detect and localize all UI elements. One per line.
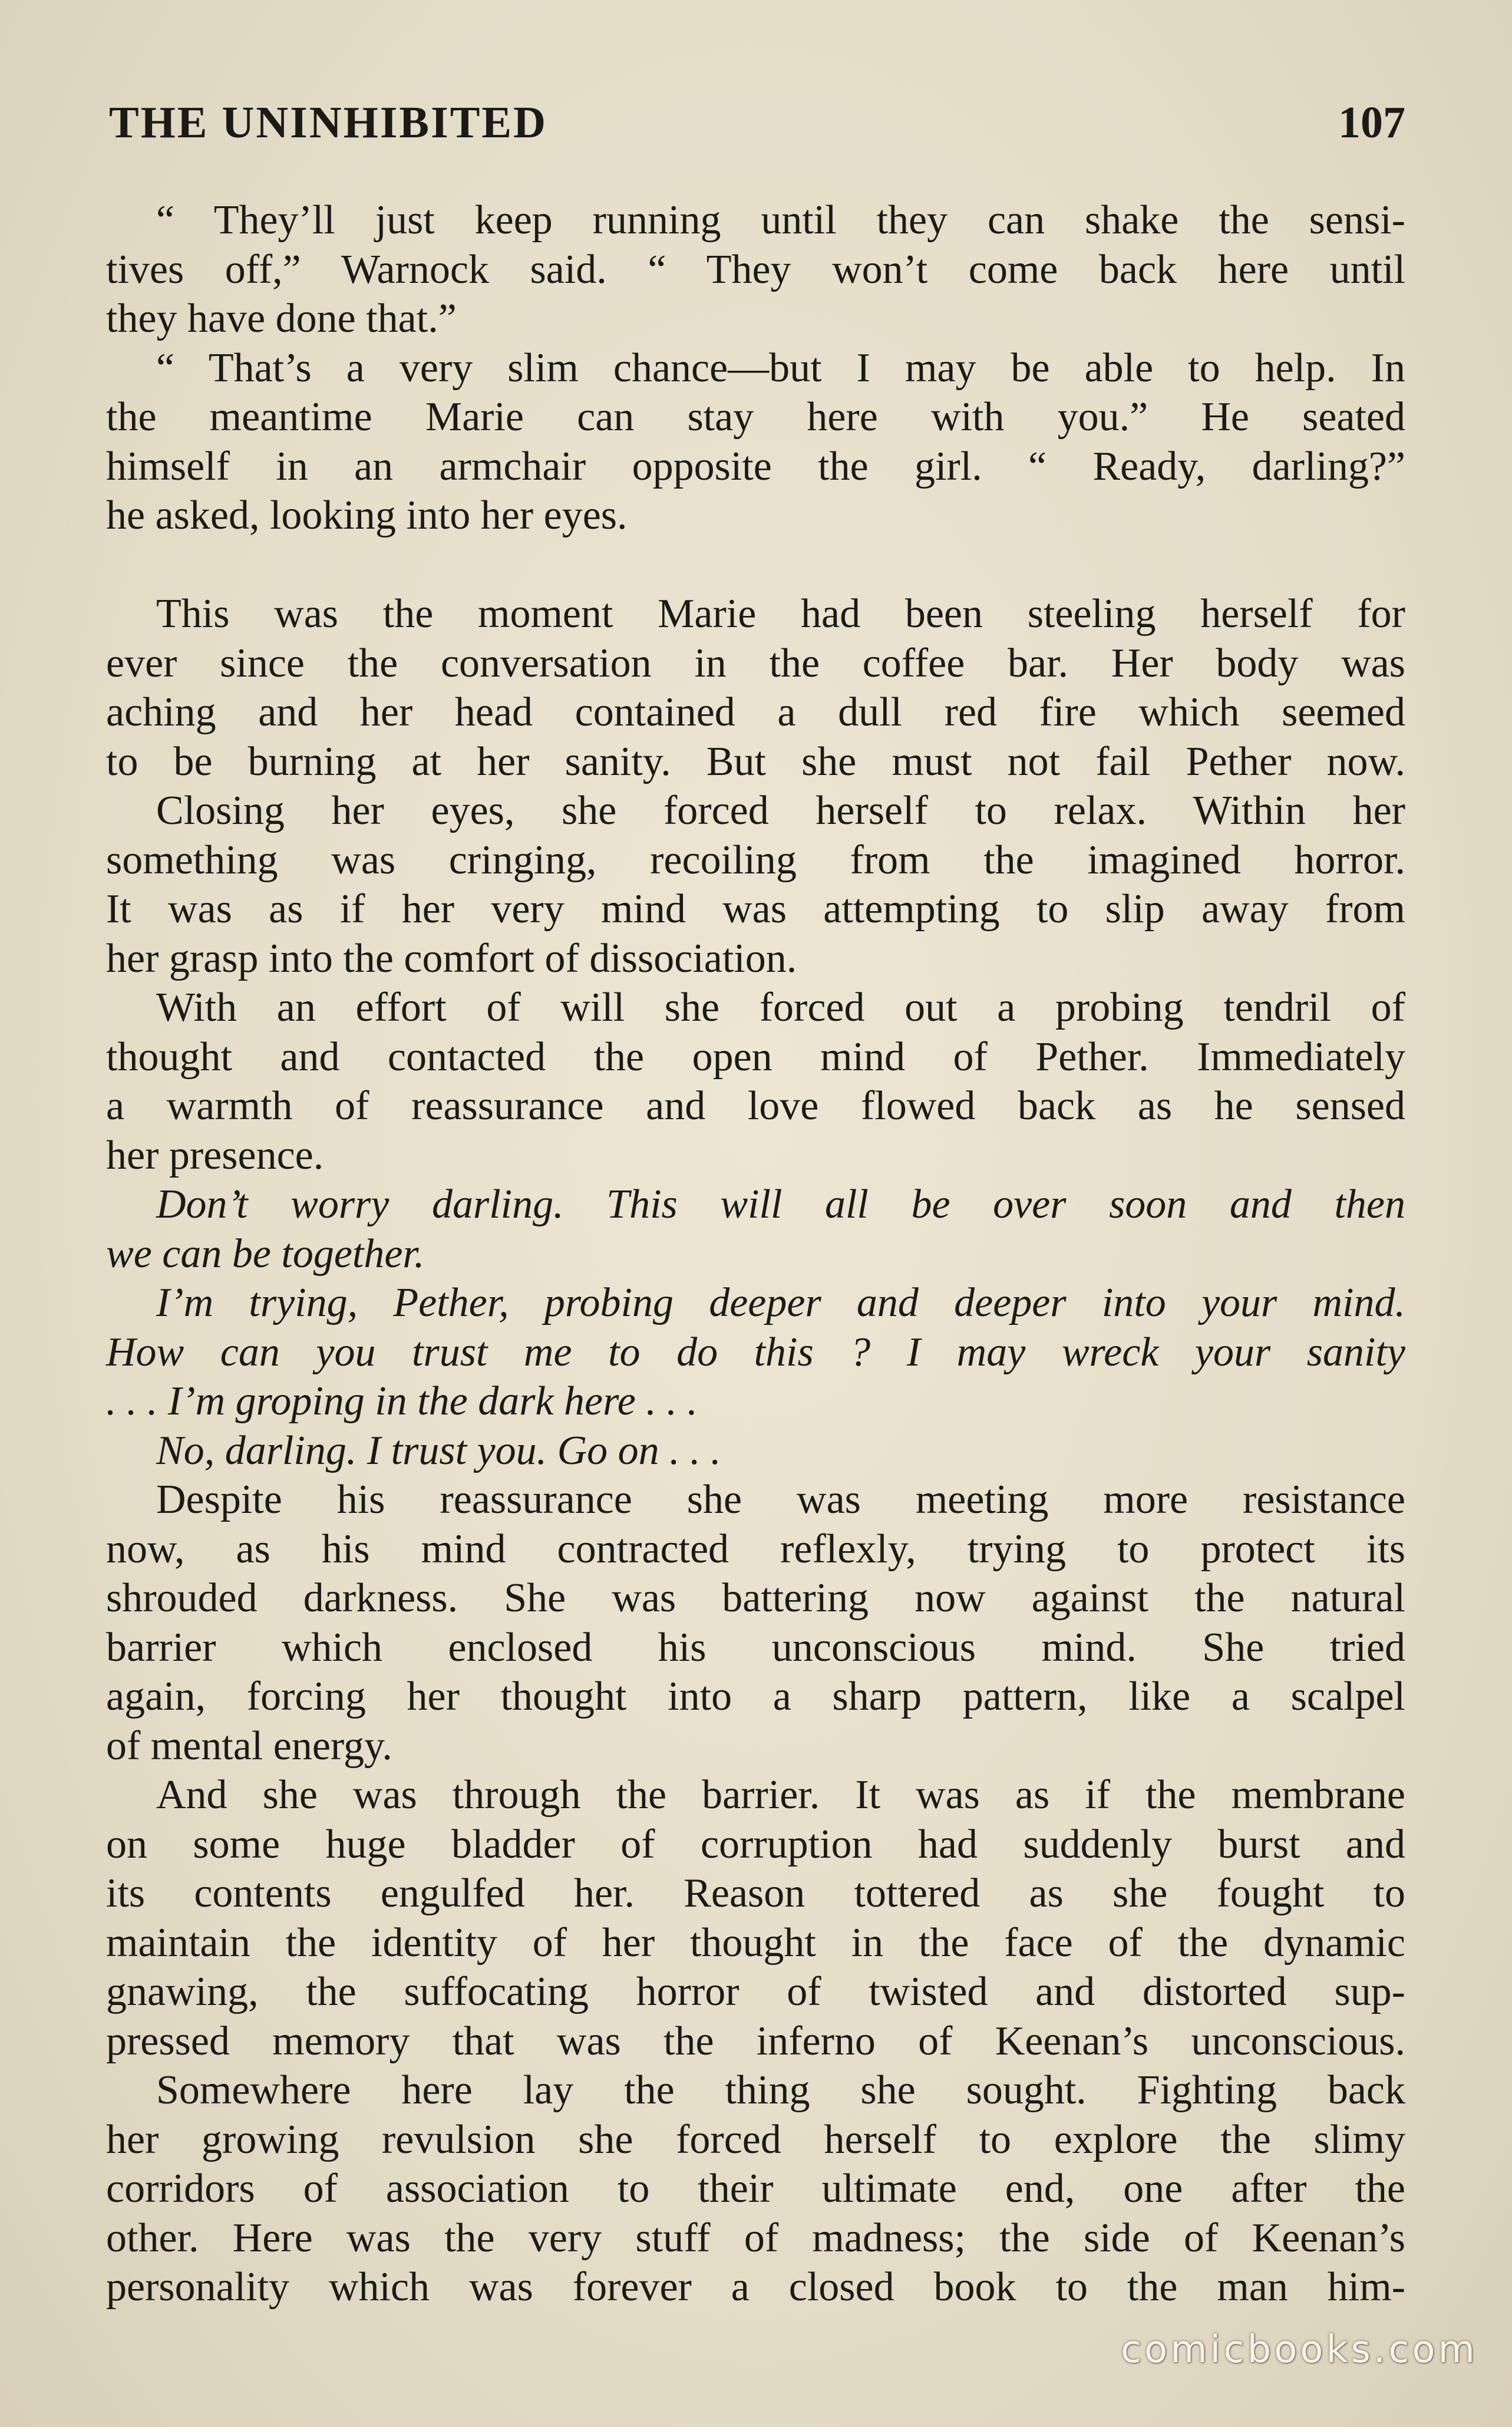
text-line: “ That’s a very slim chance—but I may be able to help. In [156, 345, 1405, 391]
text-line: the meantime Marie can stay here with you.” He seated [106, 394, 1405, 440]
text-line: gnawing, the suffocating horror of twisted and distorted sup- [106, 1969, 1405, 2014]
text-line: barrier which enclosed his unconscious mind. She tried [106, 1624, 1405, 1670]
text-line: No, darling. I trust you. Go on . . . [156, 1427, 721, 1473]
text-line: maintain the identity of her thought in the face of the dynamic [106, 1920, 1405, 1966]
text-line: ever since the conversation in the coffee bar. Her body was [106, 640, 1405, 686]
text-line: shrouded darkness. She was battering now against the natural [106, 1575, 1405, 1621]
text-line: This was the moment Marie had been steeling herself for [156, 591, 1405, 637]
text-line: Despite his reassurance she was meeting more resistance [156, 1477, 1405, 1522]
text-line: other. Here was the very stuff of madness; the side of Keenan’s [106, 2215, 1405, 2261]
text-line: tives off,” Warnock said. “ They won’t come back here until [106, 246, 1405, 292]
running-title: THE UNINHIBITED [109, 98, 547, 147]
body-text [106, 196, 1405, 2312]
text-line: on some huge bladder of corruption had suddenly burst and [106, 1821, 1405, 1867]
text-line: now, as his mind contracted reflexly, trying to protect its [106, 1526, 1405, 1572]
text-line: something was cringing, recoiling from the imagined horror. [106, 837, 1405, 883]
text-line: “ They’ll just keep running until they can shake the sensi- [156, 197, 1405, 243]
paragraph-gap [106, 540, 1405, 590]
text-line: aching and her head contained a dull red fire which seemed [106, 690, 1405, 735]
watermark: comicbooks.com [1120, 2328, 1478, 2372]
text-line: With an effort of will she forced out a probing tendril of [156, 985, 1405, 1030]
text-line: Somewhere here lay the thing she sought. Fighting back [156, 2067, 1405, 2113]
text-line: It was as if her very mind was attempting to slip away from [106, 886, 1405, 932]
text-line: her growing revulsion she forced herself to explore the slimy [106, 2116, 1405, 2162]
text-line: I’m trying, Pether, probing deeper and deeper into your mind. [156, 1280, 1405, 1325]
text-line: its contents engulfed her. Reason tottered as she fought to [106, 1871, 1405, 1916]
page-number: 107 [1338, 98, 1405, 147]
text-line: to be burning at her sanity. But she must not fail Pether now. [106, 738, 1405, 784]
text-line: her presence. [106, 1132, 324, 1178]
text-line: himself in an armchair opposite the girl. “ Ready, darling?” [106, 443, 1405, 489]
text-line: pressed memory that was the inferno of Keenan’s unconscious. [106, 2018, 1405, 2064]
text-line: a warmth of reassurance and love flowed back as he sensed [106, 1083, 1405, 1129]
text-line: thought and contacted the open mind of Pether. Immediately [106, 1034, 1405, 1080]
text-line: he asked, looking into her eyes. [106, 493, 628, 538]
text-line: . . . I’m groping in the dark here . . . [106, 1379, 698, 1424]
text-line: we can be together. [106, 1231, 425, 1277]
text-line: corridors of association to their ultimate end, one after the [106, 2166, 1405, 2211]
text-line: How can you trust me to do this ? I may wreck your sanity [106, 1329, 1405, 1375]
text-line: they have done that.” [106, 296, 457, 341]
text-line: And she was through the barrier. It was as if the membrane [156, 1772, 1405, 1818]
text-line: personality which was forever a closed book to the man him- [106, 2264, 1405, 2310]
running-head [109, 97, 1405, 162]
text-line: of mental energy. [106, 1723, 392, 1769]
text-line: Don’t worry darling. This will all be over soon and then [156, 1182, 1405, 1227]
text-line: Closing her eyes, she forced herself to relax. Within her [156, 788, 1405, 833]
text-line: her grasp into the comfort of dissociation. [106, 935, 797, 981]
text-line: again, forcing her thought into a sharp pattern, like a scalpel [106, 1674, 1405, 1719]
